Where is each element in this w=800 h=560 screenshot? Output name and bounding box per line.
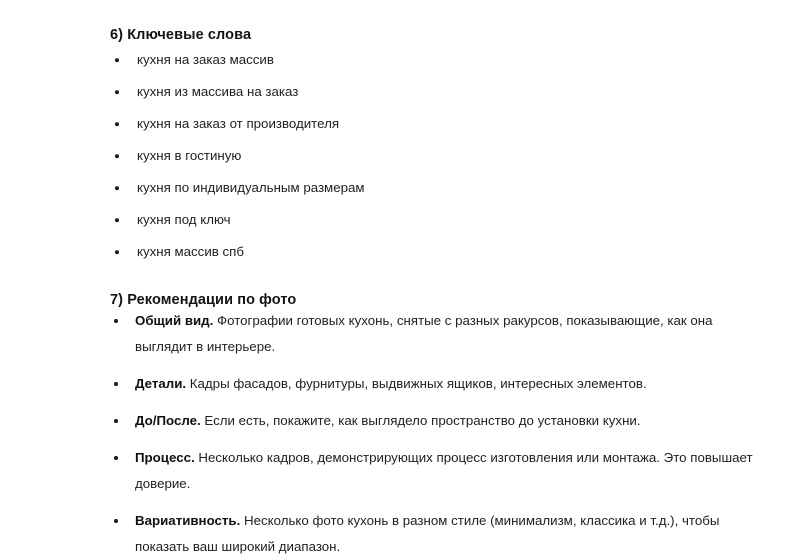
list-item [110,204,750,236]
keyword-text: кухня по индивидуальным размерам [137,180,365,195]
recommendation-text: Если есть, покажите, как выглядело пространство до установки кухни. [200,413,641,428]
list-item [110,172,750,204]
keyword-text: кухня на заказ массив [137,52,274,67]
list-item [108,508,768,560]
recommendation-term: Процесс. [135,450,195,465]
recommendation-term: Детали. [135,376,187,391]
keyword-text: кухня в гостиную [137,148,242,163]
bullet-icon [115,218,119,222]
bullet-icon [114,419,118,423]
bullet-icon [115,250,119,254]
bullet-icon [115,186,119,190]
recommendation-term: Общий вид. [135,313,214,328]
recommendation-text: Несколько кадров, демонстрирующих процесс изготовления или монтажа. Это повышает доверие. [135,450,753,491]
bullet-icon [114,382,118,386]
keyword-text: кухня из массива на заказ [137,84,299,99]
list-item [108,445,768,497]
bullet-icon [115,122,119,126]
section-heading-photo-recommendations: 7) Рекомендации по фото [110,292,297,309]
list-item [108,308,768,360]
list-item [108,408,768,434]
bullet-icon [114,319,118,323]
recommendation-term: До/После. [135,413,201,428]
keyword-list [110,44,750,268]
keyword-text: кухня под ключ [137,212,231,227]
bullet-icon [114,456,118,460]
list-item [110,76,750,108]
photo-recommendation-list [108,308,768,560]
list-item [110,108,750,140]
list-item [110,236,750,268]
keyword-text: кухня на заказ от производителя [137,116,340,131]
bullet-icon [115,154,119,158]
list-item [108,371,768,397]
bullet-icon [115,58,119,62]
recommendation-text: Кадры фасадов, фурнитуры, выдвижных ящиков, интересных элементов. [186,376,647,391]
list-item [110,44,750,76]
section-heading-keywords: 6) Ключевые слова [110,27,252,44]
bullet-icon [115,90,119,94]
keyword-text: кухня массив спб [137,244,244,259]
recommendation-text: Фотографии готовых кухонь, снятые с разных ракурсов, показывающие, как она выглядит в интерьере. [135,313,713,354]
list-item [110,140,750,172]
recommendation-text: Несколько фото кухонь в разном стиле (минимализм, классика и т.д.), чтобы показать ваш широкий диапазон. [135,513,720,554]
bullet-icon [114,519,118,523]
recommendation-term: Вариативность. [135,513,241,528]
